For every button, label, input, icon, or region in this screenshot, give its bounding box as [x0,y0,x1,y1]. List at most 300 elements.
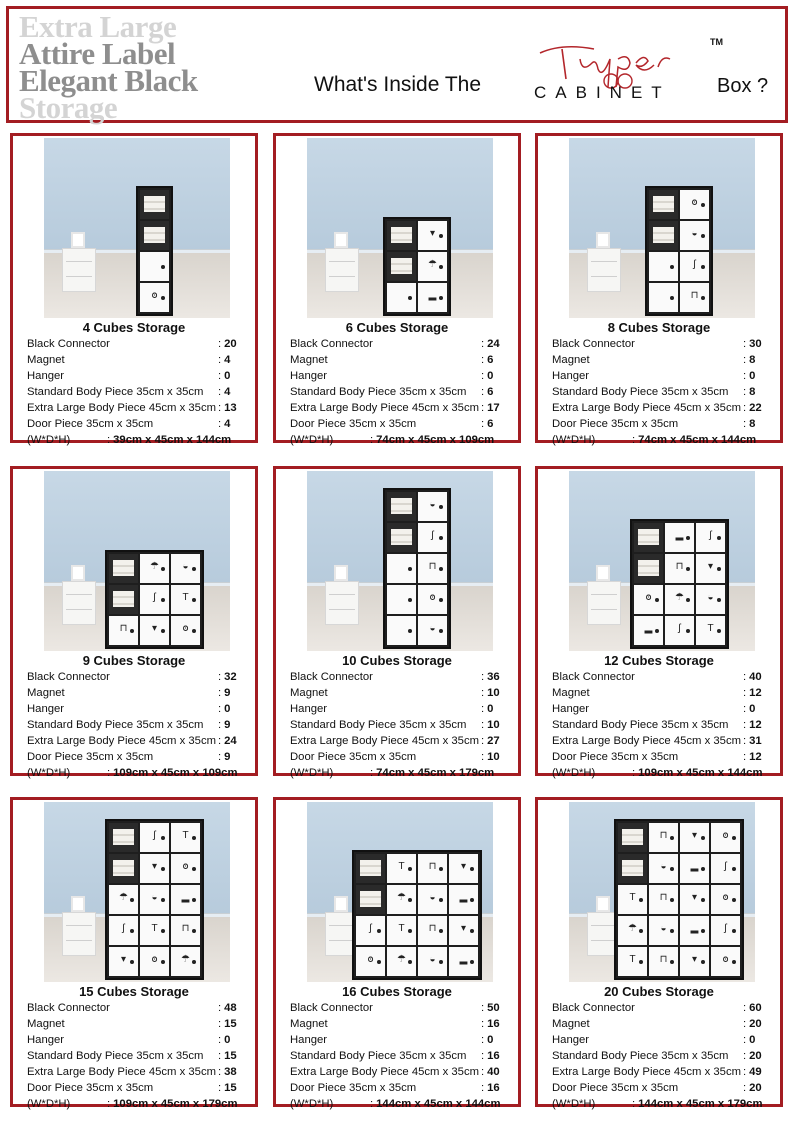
door-knob [408,598,412,602]
product-card [535,797,783,1110]
door-knob [377,929,381,933]
spec-value-number: 6 [487,418,494,430]
spec-value: : 9 [218,687,231,699]
product-card [10,797,258,1110]
dimensions-label: (W*D*H) [27,767,71,779]
spec-value: : 22 [743,402,762,414]
cube-door [680,190,709,219]
cube-door [109,616,138,645]
frame [71,232,85,248]
dimensions-value-text: 74cm x 45cm x 144cm [638,434,757,446]
spec-value-number: 12 [749,687,762,699]
umbrella-icon: ☂ [675,592,684,604]
door-knob [701,836,705,840]
product-card [10,133,258,446]
door-knob [670,265,674,269]
door-knob [161,567,165,571]
spec-label: Black Connector [552,1002,635,1014]
spec-label: Standard Body Piece 35cm x 35cm [552,386,729,398]
open-cube-shelf [356,854,385,883]
socks-icon: ʃ [724,923,727,935]
bra-icon: ꙩ [367,954,374,966]
spec-value: : 12 [743,719,762,731]
door-knob [701,265,705,269]
door-knob [732,960,736,964]
dimensions-value: : 144cm x 45cm x 179cm [632,1098,763,1110]
spec-value: : 17 [481,402,500,414]
product-name: 8 Cubes Storage [607,320,711,335]
umbrella-icon: ☂ [428,259,437,271]
cube-door [649,947,678,976]
door-knob [701,867,705,871]
dimensions-value-text: 144cm x 45cm x 179cm [638,1098,763,1110]
spec-label: Extra Large Body Piece 45cm x 35cm [27,735,216,747]
spec-label: Standard Body Piece 35cm x 35cm [552,719,729,731]
cube-door [696,523,725,552]
door-knob [161,265,165,269]
dimensions-label: (W*D*H) [552,767,596,779]
spec-value-number: 20 [749,1018,762,1030]
cube-cabinet [105,550,204,649]
frame [334,565,348,581]
door-knob [192,867,196,871]
tie-icon: ▾ [460,861,467,873]
spec-value-number: 22 [749,402,762,414]
cube-door [618,947,647,976]
spec-value-number: 27 [487,735,500,747]
shorts-icon: ⊓ [675,561,684,573]
dimensions-label: (W*D*H) [27,434,71,446]
door-knob [717,536,721,540]
cube-door [418,616,447,645]
open-cube-shelf [387,221,416,250]
spec-label: Extra Large Body Piece 45cm x 35cm [552,402,741,414]
cube-door [418,283,447,312]
spec-value-number: 0 [749,703,756,715]
product-card [273,133,521,446]
bra-icon: ꙩ [722,892,729,904]
door-knob [192,929,196,933]
spec-value: : 9 [218,751,231,763]
spec-value: : 16 [481,1018,500,1030]
spec-label: Magnet [27,687,65,699]
cube-door [140,823,169,852]
spec-label: Door Piece 35cm x 35cm [27,418,154,430]
door-knob [717,629,721,633]
spec-value: : 30 [743,338,762,350]
open-cube-shelf [387,252,416,281]
door-knob [639,960,643,964]
dimensions-value-text: 144cm x 45cm x 144cm [376,1098,501,1110]
cube-door [418,221,447,250]
tshirt-icon: T [182,592,189,604]
spec-label: Extra Large Body Piece 45cm x 35cm [552,1066,741,1078]
cube-door [634,616,663,645]
spec-label: Black Connector [552,671,635,683]
spec-value: : 31 [743,735,762,747]
product-photo [307,471,493,651]
spec-value: : 10 [481,719,500,731]
spec-label: Extra Large Body Piece 45cm x 35cm [27,1066,216,1078]
shorts-icon: ⊓ [659,830,668,842]
spec-value-number: 16 [487,1082,500,1094]
spec-value-number: 4 [224,418,231,430]
spec-value: : 4 [218,386,231,398]
bra-icon: ꙩ [182,861,189,873]
spec-value-number: 50 [487,1002,500,1014]
spec-value-number: 30 [749,338,762,350]
door-knob [192,629,196,633]
spec-value: : 27 [481,735,500,747]
spec-label: Hanger [552,703,590,715]
spec-value-number: 10 [487,751,500,763]
cap-icon: ◒ [429,499,436,511]
spec-label: Standard Body Piece 35cm x 35cm [27,386,204,398]
tshirt-icon: T [707,623,714,635]
brand-logo [532,39,722,109]
cube-cabinet [614,819,744,980]
spec-label: Hanger [27,703,65,715]
cube-door [618,916,647,945]
spec-value: : 16 [481,1050,500,1062]
door-knob [161,296,165,300]
spec-value: : 0 [218,703,231,715]
cube-door [418,492,447,521]
spec-label: Door Piece 35cm x 35cm [552,418,679,430]
product-photo [44,471,230,651]
cube-door [387,885,416,914]
door-knob [408,296,412,300]
cube-door [356,947,385,976]
spec-value-number: 10 [487,719,500,731]
spec-value: : 16 [481,1082,500,1094]
page-header [6,6,788,123]
brand-wordmark: CABINET [534,83,671,102]
socks-icon: ʃ [369,923,372,935]
cube-door [171,854,200,883]
cap-icon: ◒ [429,954,436,966]
spec-value-number: 12 [749,751,762,763]
spec-value: : 0 [743,370,756,382]
spec-label: Hanger [27,370,65,382]
cube-cabinet [645,186,713,316]
door-knob [439,536,443,540]
door-knob [470,867,474,871]
dimensions-label: (W*D*H) [290,767,334,779]
spec-value-number: 12 [749,719,762,731]
cube-door [418,916,447,945]
cap-icon: ◒ [429,623,436,635]
socks-icon: ʃ [153,830,156,842]
spec-label: Hanger [290,370,328,382]
frame [596,896,610,912]
spec-value: : 40 [481,1066,500,1078]
spec-label: Door Piece 35cm x 35cm [290,751,417,763]
shoe-icon: ▂ [181,892,190,904]
door-knob [130,898,134,902]
cube-door [387,916,416,945]
umbrella-icon: ☂ [397,954,406,966]
tshirt-icon: T [398,923,405,935]
spec-value-number: 31 [749,735,762,747]
cube-door [418,854,447,883]
frame [334,232,348,248]
spec-value-number: 9 [224,687,231,699]
spec-value: : 40 [743,671,762,683]
side-table [325,581,359,625]
cube-door [140,616,169,645]
product-name: 15 Cubes Storage [79,984,189,999]
spec-label: Hanger [27,1034,65,1046]
spec-value-number: 60 [749,1002,762,1014]
door-knob [701,960,705,964]
tie-icon: ▾ [691,830,698,842]
spec-value: : 20 [743,1018,762,1030]
frame [334,896,348,912]
cube-cabinet [630,519,729,649]
dimensions-value: : 109cm x 45cm x 144cm [632,767,763,779]
spec-value: : 24 [481,338,500,350]
door-knob [717,598,721,602]
spec-label: Standard Body Piece 35cm x 35cm [27,719,204,731]
umbrella-icon: ☂ [628,923,637,935]
cube-door [171,947,200,976]
cube-door [711,947,740,976]
cube-door [680,252,709,281]
cube-door [140,916,169,945]
door-knob [670,898,674,902]
spec-label: Standard Body Piece 35cm x 35cm [290,386,467,398]
door-knob [639,898,643,902]
cube-door [387,585,416,614]
cube-door [665,616,694,645]
door-knob [130,629,134,633]
door-knob [686,598,690,602]
cube-door [171,616,200,645]
spec-value: : 8 [743,354,756,366]
door-knob [701,296,705,300]
spec-label: Magnet [290,687,328,699]
dimensions-label: (W*D*H) [27,1098,71,1110]
spec-label: Magnet [27,1018,65,1030]
side-table [587,248,621,292]
spec-value-number: 0 [224,703,231,715]
product-photo [44,138,230,318]
dimensions-value-text: 74cm x 45cm x 109cm [376,434,495,446]
product-name: 12 Cubes Storage [604,653,714,668]
spec-label: Black Connector [290,671,373,683]
door-knob [408,929,412,933]
product-name: 4 Cubes Storage [82,320,186,335]
cube-door [418,947,447,976]
dimensions-value-text: 109cm x 45cm x 109cm [113,767,238,779]
door-knob [161,836,165,840]
cap-icon: ◒ [429,892,436,904]
dimensions-label: (W*D*H) [290,1098,334,1110]
tie-icon: ▾ [691,892,698,904]
tshirt-icon: T [629,892,636,904]
tshirt-icon: T [398,861,405,873]
spec-value: : 4 [218,418,231,430]
shorts-icon: ⊓ [428,923,437,935]
spec-value: : 12 [743,751,762,763]
product-name: 6 Cubes Storage [345,320,449,335]
door-knob [439,960,443,964]
cube-door [418,554,447,583]
spec-value: : 20 [743,1050,762,1062]
tie-icon: ▾ [151,861,158,873]
door-knob [439,867,443,871]
cube-door [711,823,740,852]
cap-icon: ◒ [660,861,667,873]
spec-value-number: 16 [487,1050,500,1062]
dimensions-value-text: 109cm x 45cm x 179cm [113,1098,238,1110]
open-cube-shelf [109,854,138,883]
spec-value-number: 10 [487,687,500,699]
cube-door [696,585,725,614]
dimensions-value: : 74cm x 45cm x 109cm [370,434,495,446]
door-knob [192,567,196,571]
spec-label: Extra Large Body Piece 45cm x 35cm [290,1066,479,1078]
dimensions-value: : 74cm x 45cm x 179cm [370,767,495,779]
door-knob [732,867,736,871]
cube-cabinet [383,488,451,649]
door-knob [161,960,165,964]
cube-door [109,885,138,914]
title-line-3: Elegant Black [19,63,198,98]
spec-label: Door Piece 35cm x 35cm [552,751,679,763]
spec-value: : 0 [218,370,231,382]
product-card [273,466,521,779]
cube-door [387,854,416,883]
question-prefix: What's Inside The [314,73,482,96]
door-knob [192,598,196,602]
spec-value-number: 40 [749,671,762,683]
umbrella-icon: ☂ [150,561,159,573]
shorts-icon: ⊓ [659,892,668,904]
spec-value: : 10 [481,751,500,763]
open-cube-shelf [140,221,169,250]
spec-value-number: 0 [487,1034,494,1046]
cube-door [449,947,478,976]
cube-door [649,885,678,914]
shoe-icon: ▂ [690,861,699,873]
spec-value-number: 0 [749,370,756,382]
door-knob [655,598,659,602]
open-cube-shelf [634,554,663,583]
open-cube-shelf [387,492,416,521]
spec-label: Extra Large Body Piece 45cm x 35cm [27,402,216,414]
cube-cabinet [105,819,204,980]
door-knob [408,898,412,902]
cube-door [696,554,725,583]
open-cube-shelf [387,523,416,552]
cube-door [171,916,200,945]
cube-door [109,916,138,945]
spec-label: Magnet [552,1018,590,1030]
trademark-mark: TM [710,37,723,47]
cube-door [665,523,694,552]
spec-label: Hanger [290,703,328,715]
tie-icon: ▾ [460,923,467,935]
door-knob [470,898,474,902]
cube-door [449,854,478,883]
dimensions-value: : 109cm x 45cm x 109cm [107,767,238,779]
tie-icon: ▾ [429,228,436,240]
spec-label: Door Piece 35cm x 35cm [290,1082,417,1094]
spec-value-number: 8 [749,418,756,430]
cube-door [680,823,709,852]
door-knob [686,629,690,633]
door-knob [686,536,690,540]
tie-icon: ▾ [120,954,127,966]
door-knob [701,234,705,238]
spec-label: Standard Body Piece 35cm x 35cm [290,719,467,731]
cube-door [649,283,678,312]
spec-value: : 36 [481,671,500,683]
spec-value: : 8 [743,386,756,398]
dimensions-value-text: 74cm x 45cm x 179cm [376,767,495,779]
cube-door [171,823,200,852]
spec-label: Hanger [552,1034,590,1046]
product-card [273,797,521,1110]
question-suffix: Box ? [717,75,769,97]
socks-icon: ʃ [122,923,125,935]
door-knob [670,867,674,871]
side-table [325,248,359,292]
open-cube-shelf [109,554,138,583]
side-table [62,248,96,292]
cube-door [140,854,169,883]
cube-cabinet [136,186,173,316]
cube-door [387,283,416,312]
cube-door [634,585,663,614]
door-knob [670,836,674,840]
spec-value: : 0 [481,1034,494,1046]
umbrella-icon: ☂ [181,954,190,966]
frame [71,565,85,581]
door-knob [670,296,674,300]
cube-door [418,585,447,614]
door-knob [701,898,705,902]
spec-label: Black Connector [290,338,373,350]
socks-icon: ʃ [431,530,434,542]
cube-door [680,885,709,914]
cube-door [449,916,478,945]
shorts-icon: ⊓ [428,561,437,573]
spec-value-number: 16 [487,1018,500,1030]
door-knob [130,929,134,933]
door-knob [439,629,443,633]
door-knob [732,898,736,902]
cube-door [140,283,169,312]
spec-value-number: 8 [749,386,756,398]
spec-value: : 60 [743,1002,762,1014]
cap-icon: ◒ [151,892,158,904]
door-knob [639,929,643,933]
dimensions-label: (W*D*H) [290,434,334,446]
spec-label: Black Connector [552,338,635,350]
dimensions-value-text: 39cm x 45cm x 144cm [113,434,232,446]
spec-value: : 6 [481,386,494,398]
spec-value-number: 49 [749,1066,762,1078]
product-photo [44,802,230,982]
spec-label: Black Connector [27,338,110,350]
shorts-icon: ⊓ [690,290,699,302]
side-table [62,581,96,625]
spec-value: : 4 [218,354,231,366]
cube-door [618,885,647,914]
